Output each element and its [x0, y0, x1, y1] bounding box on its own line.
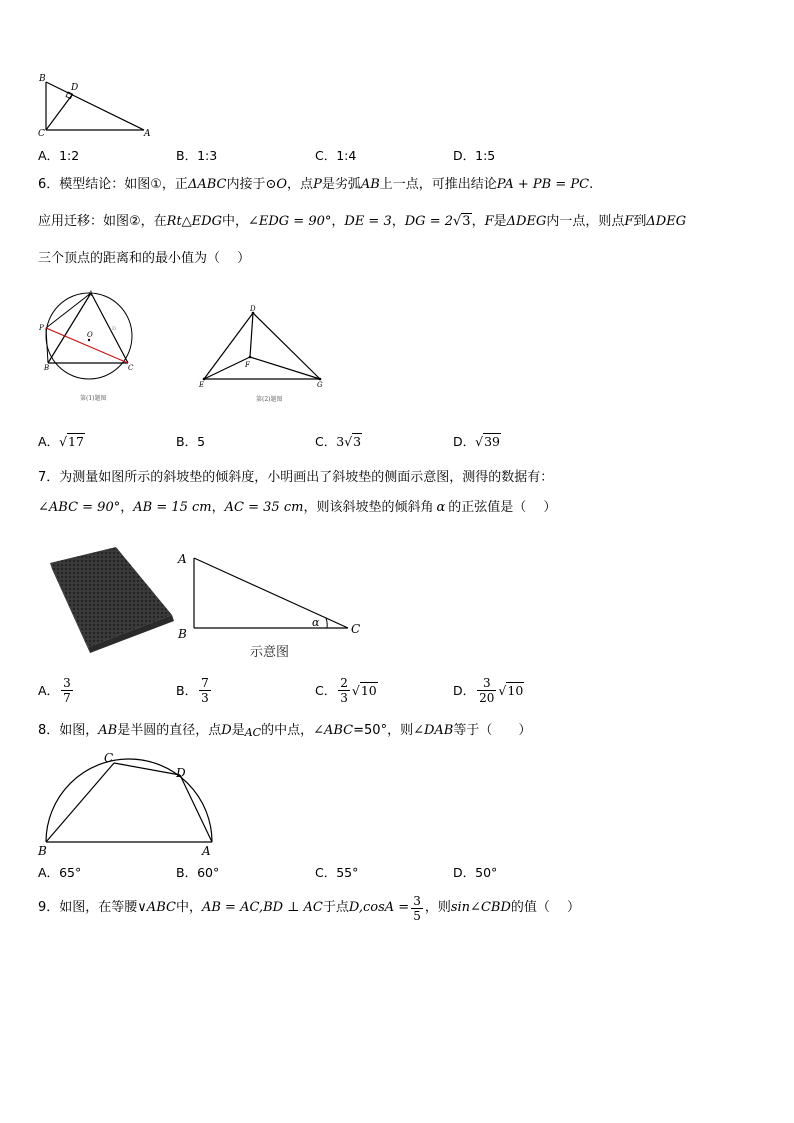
fraction [411, 894, 423, 923]
sqrt: √10 [498, 682, 524, 698]
option-text: 1:5 [475, 148, 496, 163]
q6-option-c[interactable] [315, 432, 362, 450]
q7-label-B: B [178, 627, 187, 641]
q6-fig2-label-E: E [199, 381, 205, 389]
option-letter: A． [38, 683, 60, 698]
text: ，则 [424, 900, 451, 915]
q7-label-alpha: α [312, 616, 320, 629]
q6-fig1-label-A: A [88, 290, 94, 298]
q8-option-b[interactable] [176, 863, 219, 881]
text: ， [391, 214, 405, 229]
option-letter: A． [38, 148, 60, 163]
arc-math: AC [244, 726, 262, 739]
question-number: 8． [38, 723, 60, 738]
math: P [313, 177, 322, 192]
q6-fig1-label-C: C [128, 364, 134, 372]
q6-figure-1 [34, 288, 144, 403]
text: 模型结论：如图①，正 [59, 177, 188, 192]
denominator: 3 [340, 690, 348, 705]
denominator: 7 [63, 690, 71, 705]
option-text: 1:4 [336, 148, 357, 163]
text: ， [331, 214, 345, 229]
q8-figure [36, 748, 222, 860]
text: 是半圆的直径，点 [117, 723, 222, 738]
q6-figure-2 [196, 305, 336, 405]
q8-label-A: A [202, 844, 211, 858]
q5-label-B: B [39, 74, 46, 84]
text: 的值（ ） [510, 900, 581, 915]
radicand: 10 [360, 682, 377, 698]
q5-label-C: C [38, 129, 45, 139]
numerator: 3 [63, 675, 71, 690]
option-text: 65° [59, 865, 82, 880]
q8-option-c[interactable] [315, 863, 358, 881]
math: AB [360, 177, 380, 192]
question-number: 6． [38, 177, 60, 192]
q6-fig1-caption: 第(1)题图 [80, 395, 107, 402]
q8-line-1 [38, 722, 531, 742]
option-letter: D． [453, 434, 476, 449]
radicand: 3 [462, 214, 471, 229]
text: ， [211, 500, 225, 515]
denominator: 20 [479, 690, 495, 705]
option-letter: C． [315, 683, 337, 698]
fraction [477, 676, 496, 705]
q6-fig2-caption: 第(2)题图 [256, 396, 283, 403]
text: 如图，在等腰 [59, 900, 138, 915]
math: F [484, 214, 494, 229]
radicand: 10 [507, 682, 524, 698]
numerator: 2 [340, 675, 348, 690]
math: PA + PB = PC [496, 177, 590, 192]
q8-label-B: B [38, 844, 47, 858]
text: 三个顶点的距离和的最小值为（ ） [38, 251, 251, 266]
q6-option-b[interactable] [176, 432, 205, 450]
radicand: 3 [353, 434, 362, 449]
text: 中， [175, 900, 202, 915]
option-letter: B． [176, 434, 198, 449]
radicand: 17 [68, 434, 84, 449]
q6-fig2-label-G: G [317, 381, 323, 389]
q6-line-2 [38, 213, 686, 231]
math: ΔDEG [506, 214, 547, 229]
fraction [199, 676, 211, 705]
wedge-photo [48, 543, 178, 653]
q7-line-2 [38, 499, 556, 517]
q5-label-D: D [71, 83, 79, 93]
math: AC = 35 cm [224, 500, 304, 515]
math: ∠ABC [313, 723, 354, 738]
q7-option-c[interactable] [315, 670, 378, 710]
math: ∨ABC [137, 900, 176, 915]
text: 于点 [322, 900, 349, 915]
q7-line-1 [38, 469, 553, 487]
text: 内接于 [226, 177, 266, 192]
math: F [624, 214, 634, 229]
math: AB [98, 723, 118, 738]
option-letter: D． [453, 683, 476, 698]
option-text: 50° [475, 865, 498, 880]
q7-option-b[interactable] [176, 670, 213, 710]
text: ， [471, 214, 485, 229]
math: DG = 2 [404, 214, 453, 229]
sqrt: 3√3 [336, 434, 362, 449]
q6-line-1 [38, 176, 593, 194]
q5-option-d[interactable] [453, 146, 495, 164]
sqrt: √10 [351, 682, 377, 698]
text: ，点 [287, 177, 314, 192]
option-letter: B． [176, 148, 198, 163]
option-letter: B． [176, 865, 198, 880]
q7-option-a[interactable] [38, 670, 75, 710]
radicand: 39 [484, 434, 501, 449]
text: 到 [633, 214, 647, 229]
math: ∠ABC = 90° [38, 500, 121, 515]
q5-option-c[interactable] [315, 146, 356, 164]
q7-label-C: C [351, 622, 361, 636]
coefficient: 3 [336, 434, 345, 449]
q7-option-d[interactable] [453, 670, 524, 710]
option-letter: C． [315, 434, 337, 449]
math: ΔABC [187, 177, 227, 192]
text: 内一点，则点 [546, 214, 625, 229]
text: 等于（ ） [453, 723, 532, 738]
math: ΔDEG [646, 214, 687, 229]
option-text: 5 [197, 434, 206, 449]
math: ∠DAB [413, 723, 454, 738]
text: 应用迁移：如图②，在 [38, 214, 167, 229]
math: cosA = [362, 900, 410, 915]
q8-option-d[interactable] [453, 863, 497, 881]
option-letter: B． [176, 683, 198, 698]
math: Rt△EDG [166, 214, 222, 229]
option-letter: A． [38, 865, 60, 880]
sqrt: √17 [59, 434, 84, 449]
q5-option-b[interactable] [176, 146, 217, 164]
q7-diagram [176, 548, 376, 663]
text: ，则 [387, 723, 414, 738]
text: . [589, 177, 594, 192]
option-text: 55° [336, 865, 359, 880]
q5-label-A: A [144, 129, 151, 139]
sqrt: √39 [475, 434, 501, 449]
math: sin∠CBD [450, 900, 511, 915]
q5-option-a[interactable] [38, 146, 79, 164]
q6-fig2-label-D: D [250, 305, 256, 313]
math: D, [348, 900, 363, 915]
text: 的中点， [261, 723, 314, 738]
option-letter: D． [453, 148, 476, 163]
denominator: 5 [413, 908, 421, 923]
numerator: 3 [413, 893, 421, 908]
text: ，则该斜坡垫的倾斜角 [303, 500, 434, 515]
text: ， [120, 500, 134, 515]
option-text: 1:2 [59, 148, 80, 163]
option-text: 60° [197, 865, 220, 880]
q6-option-a[interactable] [38, 432, 85, 450]
text: 上一点，可推出结论 [379, 177, 497, 192]
math: ⊙O [265, 177, 288, 192]
q6-fig1-label-D: D [112, 326, 117, 332]
numerator: 7 [201, 675, 209, 690]
q6-fig2-label-F: F [245, 361, 250, 369]
math: AB = 15 cm [133, 500, 212, 515]
option-letter: D． [453, 865, 476, 880]
text: 的正弦值是（ ） [448, 500, 557, 515]
text: 为测量如图所示的斜坡垫的倾斜度，小明画出了斜坡垫的侧面示意图，测得的数据有： [59, 470, 554, 485]
q6-line-3 [38, 250, 250, 268]
math: AB = AC,BD ⊥ AC [201, 900, 323, 915]
text: 是劣弧 [321, 177, 361, 192]
math: D [221, 723, 232, 738]
question-number: 9． [38, 900, 60, 915]
q6-fig1-label-O: O [87, 331, 93, 339]
fraction [338, 676, 350, 705]
text: =50° [353, 723, 388, 738]
q7-label-A: A [178, 552, 187, 566]
text: 中， [221, 214, 248, 229]
q6-fig1-label-P: P [39, 324, 44, 332]
option-letter: C． [315, 148, 337, 163]
q7-caption: 示意图 [250, 645, 290, 660]
text: 如图， [59, 723, 99, 738]
q8-option-a[interactable] [38, 863, 81, 881]
option-text: 1:3 [197, 148, 218, 163]
fraction [61, 676, 73, 705]
q8-label-D: D [176, 766, 186, 780]
sqrt: √3 [453, 214, 471, 229]
math: DE = 3 [344, 214, 392, 229]
q5-figure [36, 70, 156, 140]
option-letter: A． [38, 434, 60, 449]
numerator: 3 [477, 676, 496, 691]
option-letter: C． [315, 865, 337, 880]
q6-fig1-label-B: B [44, 364, 50, 372]
denominator: 3 [201, 690, 209, 705]
math: α [436, 500, 446, 515]
q9-line-1 [38, 890, 580, 926]
q6-option-d[interactable] [453, 432, 501, 450]
text: 是 [231, 723, 245, 738]
q8-label-C: C [104, 751, 114, 765]
math: ∠EDG = 90° [247, 214, 332, 229]
question-number: 7． [38, 470, 60, 485]
text: 是 [493, 214, 507, 229]
